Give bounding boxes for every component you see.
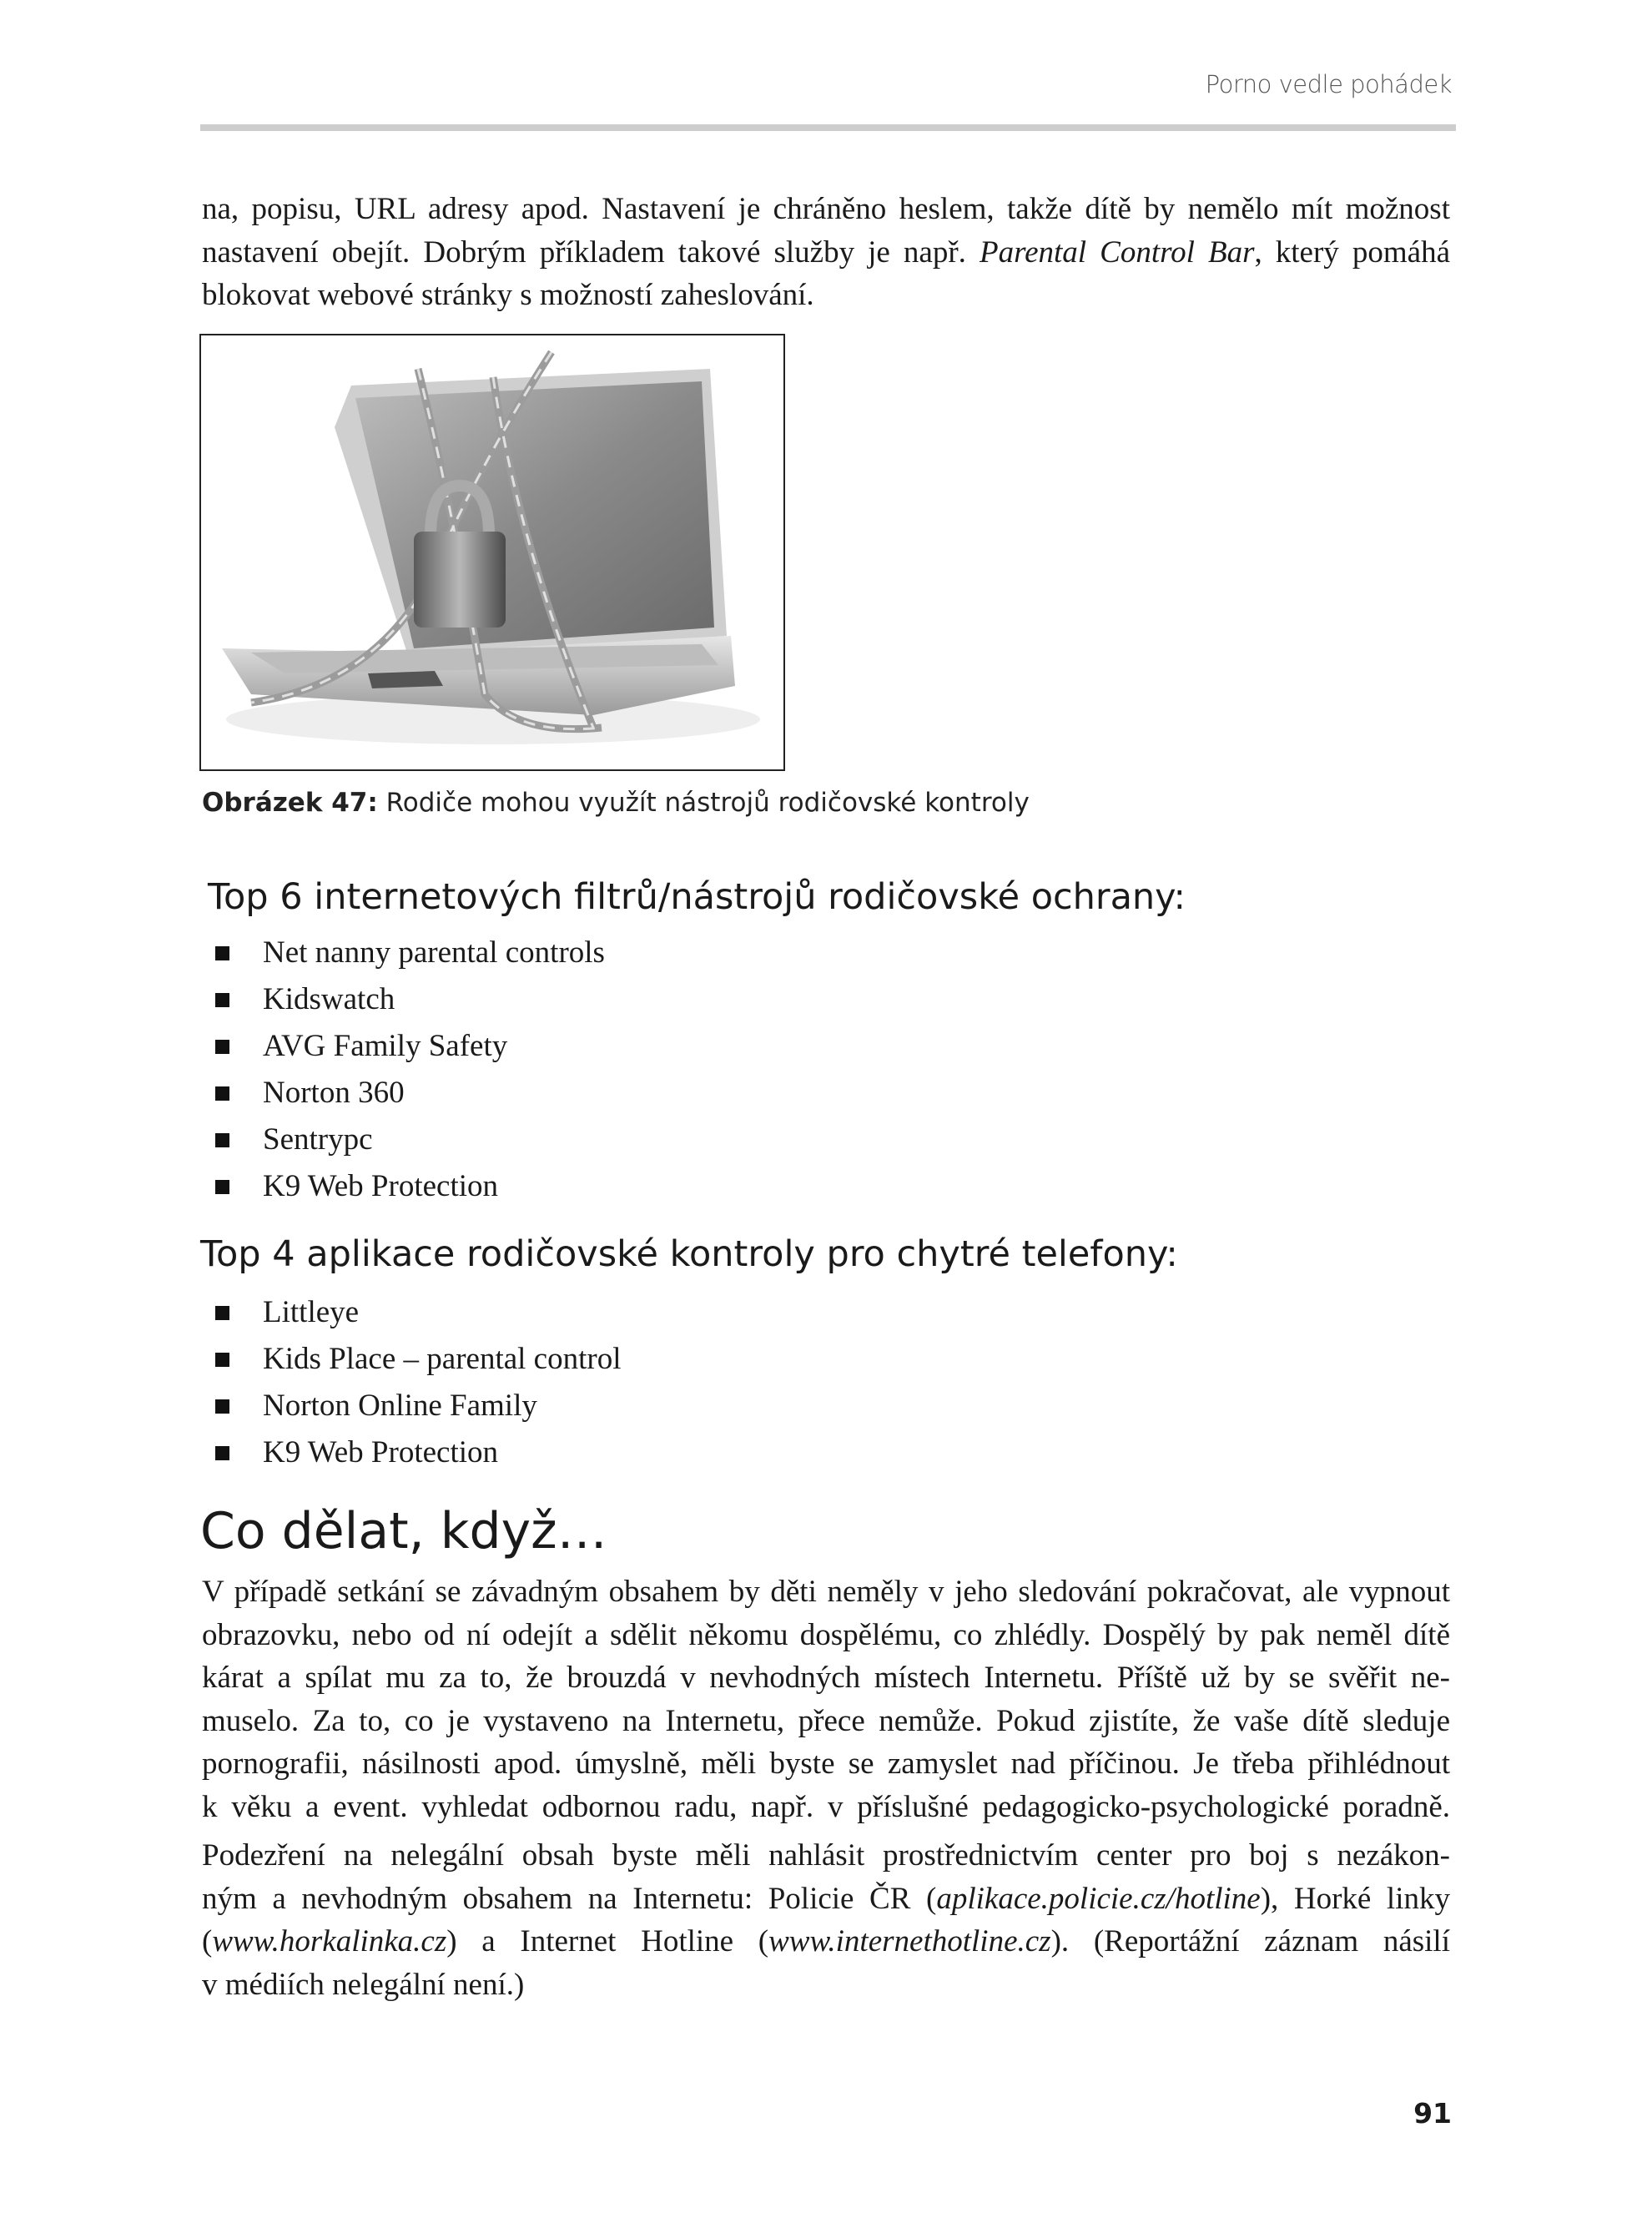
- text-line: v médiích nelegální není.): [202, 1967, 525, 2002]
- text-line: k věku a event. vyhledat odbornou radu, např. v příslušné pedagogicko-psychologické poradně.: [202, 1789, 1450, 1824]
- text-line: [202, 1920, 1450, 1963]
- text: ) a Internet Hotline (: [446, 1924, 769, 1958]
- list-item-label: Kids Place – parental control: [263, 1342, 622, 1376]
- square-bullet-icon: [215, 946, 229, 960]
- list-item: [215, 1023, 605, 1070]
- list-item: [215, 1383, 621, 1429]
- text-line: [202, 1878, 1450, 1921]
- list-item: [215, 1070, 605, 1117]
- text-line: [202, 231, 1450, 275]
- section-paragraph-1: [202, 1570, 1450, 1828]
- list-item: [215, 930, 605, 976]
- caption-label: Obrázek 47:: [202, 788, 378, 818]
- laptop-with-chains-illustration: [201, 335, 783, 769]
- horkalinka-link: www.horkalinka.cz: [212, 1924, 447, 1958]
- list-item: [215, 1429, 621, 1476]
- list-item-label: Littleye: [263, 1295, 360, 1329]
- square-bullet-icon: [215, 1086, 229, 1101]
- intro-paragraph: [202, 188, 1450, 317]
- caption-text: Rodiče mohou využít nástrojů rodičovské kontroly: [377, 788, 1030, 818]
- internethotline-link: www.internethotline.cz: [768, 1924, 1051, 1958]
- list-item: [215, 1117, 605, 1163]
- square-bullet-icon: [215, 1353, 229, 1367]
- product-name: Parental Control Bar: [979, 234, 1255, 270]
- text-line: blokovat webové stránky s možností zaheslování.: [202, 278, 814, 312]
- list-item-label: Sentrypc: [263, 1122, 373, 1157]
- list-item-label: K9 Web Protection: [263, 1169, 499, 1203]
- square-bullet-icon: [215, 1306, 229, 1320]
- page-number: 91: [1413, 2097, 1452, 2130]
- square-bullet-icon: [215, 1040, 229, 1054]
- list-item: [215, 1163, 605, 1210]
- running-head: Porno vedle pohádek: [1205, 70, 1452, 98]
- list1-heading: Top 6 internetových filtrů/nástrojů rodičovské ochrany:: [208, 876, 1186, 918]
- text-line: obrazovku, nebo od ní odejít a sdělit někomu dospělému, co zhlédly. Dospělý by pak neměl dítě: [202, 1617, 1450, 1652]
- square-bullet-icon: [215, 1446, 229, 1460]
- text-line: na, popisu, URL adresy apod. Nastavení je chráněno heslem, takže dítě by nemělo mít možnost: [202, 192, 1450, 226]
- list-item-label: K9 Web Protection: [263, 1435, 499, 1469]
- list-item-label: Kidswatch: [263, 982, 395, 1016]
- section-heading: Co dělat, když…: [200, 1502, 607, 1560]
- square-bullet-icon: [215, 1399, 229, 1414]
- phone-apps-list: [215, 1289, 621, 1476]
- text: ným a nevhodným obsahem na Internetu: Policie ČR (: [202, 1881, 937, 1916]
- square-bullet-icon: [215, 1180, 229, 1194]
- figure-laptop-chained-image: [199, 334, 785, 771]
- list-item-label: Net nanny parental controls: [263, 935, 605, 970]
- text: ). (Reportážní záznam násilí: [1050, 1924, 1450, 1958]
- header-rule: [200, 124, 1456, 131]
- filters-list: [215, 930, 605, 1210]
- list-item: [215, 1289, 621, 1336]
- text-line: kárat a spílat mu za to, že brouzdá v nevhodných místech Internetu. Příště už by se svěřit ne-: [202, 1661, 1450, 1695]
- text-line: Podezření na nelegální obsah byste měli nahlásit prostřednictvím center pro boj s nezákon-: [202, 1838, 1450, 1873]
- text-line: V případě setkání se závadným obsahem by děti neměly v jeho sledování pokračovat, ale vypnout: [202, 1575, 1450, 1609]
- list-item-label: Norton Online Family: [263, 1389, 537, 1423]
- list2-heading: Top 4 aplikace rodičovské kontroly pro chytré telefony:: [200, 1233, 1178, 1275]
- list-item-label: Norton 360: [263, 1076, 405, 1110]
- section-paragraph-2: [202, 1834, 1450, 2006]
- list-item: [215, 976, 605, 1023]
- list-item-label: AVG Family Safety: [263, 1029, 508, 1063]
- text-line: muselo. Za to, co je vystaveno na Internetu, přece nemůže. Pokud zjistíte, že vaše dítě sleduje: [202, 1703, 1450, 1738]
- text: (: [202, 1924, 213, 1958]
- figure-caption: [202, 788, 1030, 818]
- square-bullet-icon: [215, 993, 229, 1007]
- text: ), Horké linky: [1260, 1881, 1450, 1916]
- text-line: pornografii, násilnosti apod. úmyslně, měli byste se zamyslet nad příčinou. Je třeba přihlédnout: [202, 1747, 1450, 1781]
- text: nastavení obejít. Dobrým příkladem takové služby je např.: [202, 234, 980, 270]
- list-item: [215, 1336, 621, 1383]
- police-hotline-link: aplikace.policie.cz/hotline: [936, 1881, 1261, 1916]
- square-bullet-icon: [215, 1133, 229, 1147]
- text: , který pomáhá: [1254, 234, 1450, 270]
